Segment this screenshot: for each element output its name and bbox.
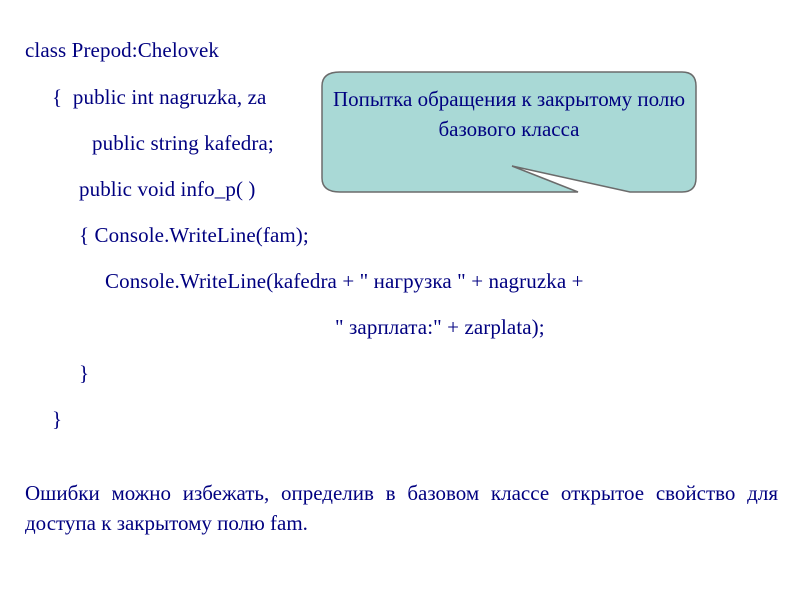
- code-line-method-close-brace: }: [79, 361, 90, 385]
- code-line-class-close-brace: }: [52, 407, 63, 431]
- note-paragraph: Ошибки можно избежать, определив в базовом классе открытое свойство для доступа к закрытому полю fam.: [25, 481, 778, 535]
- code-line-class-declaration: class Prepod:Chelovek: [25, 38, 219, 62]
- code-line-writeline-continuation: " зарплата:" + zarplata);: [335, 315, 545, 339]
- code-line-fields: { public int nagruzka, za: [52, 85, 267, 109]
- code-line-kafedra-field: public string kafedra;: [92, 131, 274, 155]
- callout-text: Попытка обращения к закрытому полю базового класса: [332, 87, 686, 141]
- code-line-writeline-fam: { Console.WriteLine(fam);: [79, 223, 309, 247]
- code-line-writeline-kafedra: Console.WriteLine(kafedra + " нагрузка " + nagruzka +: [105, 269, 584, 293]
- code-line-method-signature: public void info_p( ): [79, 177, 256, 201]
